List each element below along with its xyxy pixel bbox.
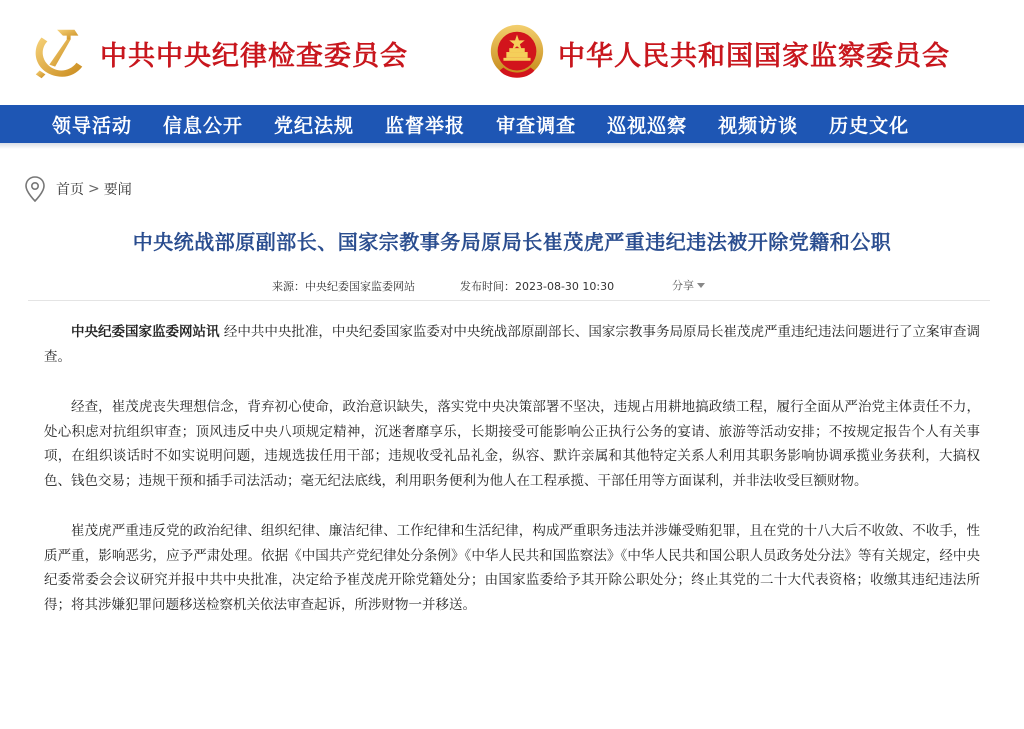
location-pin-icon — [24, 176, 46, 202]
article-paragraph: 崔茂虎严重违反党的政治纪律、组织纪律、廉洁纪律、工作纪律和生活纪律，构成严重职务违法并涉嫌受贿犯罪，且在党的十八大后不收敛、不收手，性质严重，影响恶劣，应予严肃处理。依据《中国共产党纪律处分条例》《中华人民共和国监察法》《中华人民共和国公职人员政务处分法》等有关规定，经中央纪委常委会会议研究并报中共中央批准，决定给予崔茂虎开除党籍处分；由国家监委给予其开除公职处分；终止其党的二十大代表资格；收缴其违纪违法所得；将其涉嫌犯罪问题移送检察机关依法审查起诉，所涉财物一并移送。 — [44, 523, 980, 613]
share-button[interactable] — [672, 277, 705, 293]
breadcrumb-current[interactable]: 要闻 — [103, 182, 132, 198]
nav-item-video[interactable]: 视频访谈 — [718, 114, 799, 137]
ccdi-title: 中共中央纪律检查委员会 — [100, 40, 408, 72]
site-header — [0, 0, 1024, 105]
article-meta — [0, 278, 1024, 296]
main-nav — [0, 105, 1024, 143]
breadcrumb-home[interactable]: 首页 — [56, 182, 84, 198]
article-paragraph — [44, 320, 980, 369]
nav-item-regulations[interactable]: 党纪法规 — [274, 114, 355, 137]
party-emblem-icon — [28, 22, 90, 84]
time-label: 发布时间： — [460, 280, 515, 293]
nav-item-disclosure[interactable]: 信息公开 — [163, 114, 244, 137]
national-emblem-icon — [486, 22, 548, 84]
nav-item-reporting[interactable]: 监督举报 — [385, 114, 466, 137]
article-title: 中央统战部原副部长、国家宗教事务局原局长崔茂虎严重违纪违法被开除党籍和公职 — [132, 230, 892, 254]
article-body — [44, 320, 980, 643]
article-paragraph: 经查，崔茂虎丧失理想信念，背弃初心使命，政治意识缺失，落实党中央决策部署不坚决，违规占用耕地搞政绩工程，履行全面从严治党主体责任不力，处心积虑对抗组织审查；顶风违反中央八项规定精神，沉迷奢靡享乐，长期接受可能影响公正执行公务的宴请、旅游等活动安排；不按规定报告个人有关事项，在组织谈话时不如实说明问题，违规选拔任用干部；违规收受礼品礼金，纵容、默许亲属和其他特定关系人利用其职务影响协调承揽业务获利，大搞权色、钱色交易；违规干预和插手司法活动；毫无纪法底线，利用职务便利为他人在工程承揽、干部任用等方面谋利，并非法收受巨额财物。 — [44, 399, 980, 489]
cpc-ccdi-logo[interactable] — [28, 18, 408, 88]
source-label: 来源： — [272, 280, 305, 293]
time-value: 2023-08-30 10:30 — [515, 280, 615, 293]
share-label: 分享 — [672, 279, 694, 292]
nav-item-inspection[interactable]: 巡视巡察 — [607, 114, 688, 137]
breadcrumb-separator: > — [88, 181, 100, 197]
article-time — [460, 278, 614, 294]
nav-item-investigation[interactable]: 审查调查 — [496, 114, 577, 137]
nav-item-history[interactable]: 历史文化 — [829, 114, 910, 137]
article-source — [272, 278, 415, 294]
breadcrumb — [24, 176, 132, 202]
paragraph-text: 经中共中央批准，中央纪委国家监委对中央统战部原副部长、国家宗教事务局原局长崔茂虎严重违纪违法问题进行了立案审查调查。 — [44, 324, 981, 365]
nav-shadow — [0, 143, 1024, 149]
nsc-title: 中华人民共和国国家监察委员会 — [558, 40, 950, 72]
article-lead: 中央纪委国家监委网站讯 — [71, 324, 220, 340]
meta-divider — [28, 300, 990, 301]
nav-item-leadership[interactable]: 领导活动 — [52, 114, 133, 137]
source-value: 中央纪委国家监委网站 — [305, 280, 415, 293]
nsc-logo[interactable] — [486, 18, 950, 88]
caret-down-icon — [697, 283, 705, 288]
